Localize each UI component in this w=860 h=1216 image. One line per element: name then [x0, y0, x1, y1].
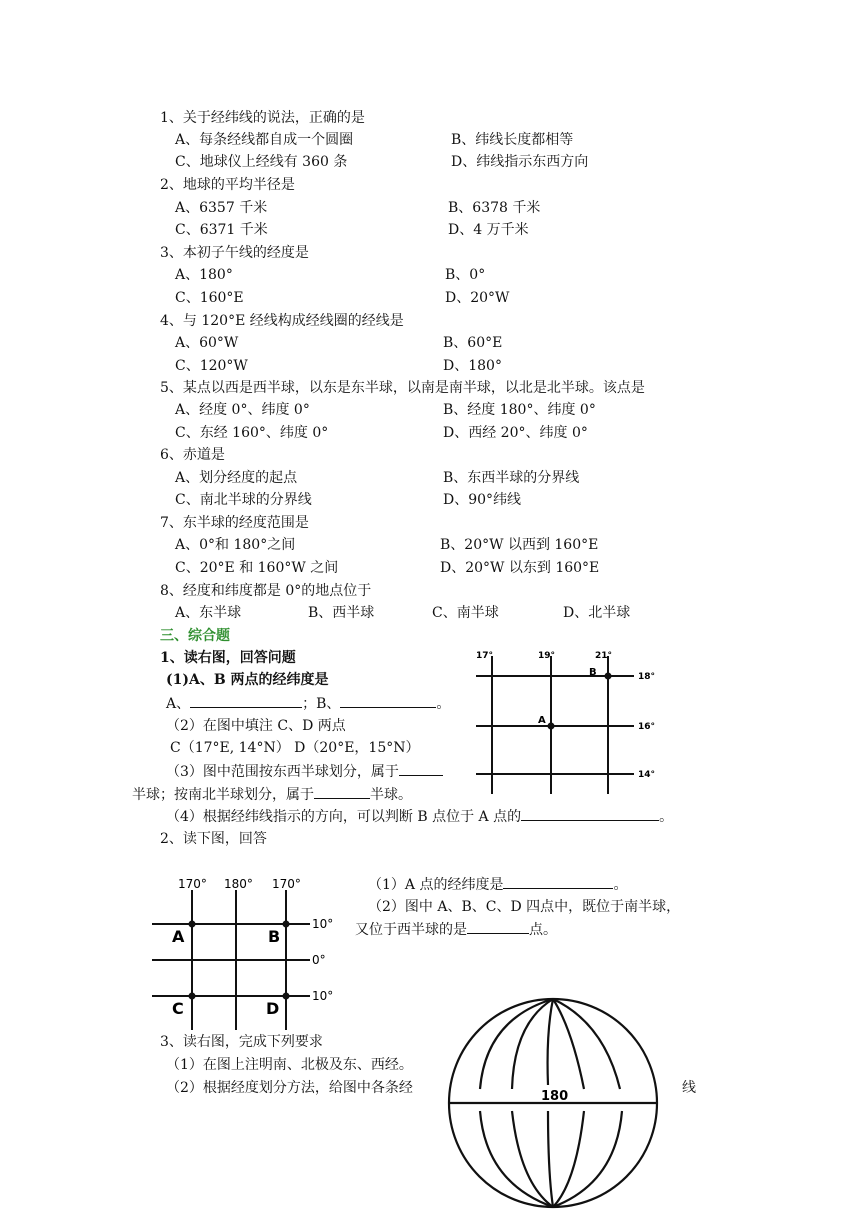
s3-q2-p1-line: [368, 874, 627, 895]
fig2-lat-label-2: 0°: [312, 953, 326, 967]
figure-1-graticule: [470, 646, 670, 796]
option-5c: C、东经 160°、纬度 0°: [175, 425, 329, 441]
fig2-point-a-label: A: [172, 927, 185, 946]
fig1-point-b-label: B: [589, 667, 597, 678]
fig2-lon-label-1: 170°: [178, 877, 207, 891]
figure-2-graticule: [150, 874, 350, 1034]
fig1-point-b: [605, 673, 612, 680]
s3-q2-p2-line2: [355, 919, 557, 940]
fig2-lat-label-3: 10°: [312, 989, 334, 1003]
s3-q1-p4: （4）根据经纬线指示的方向，可以判断 B 点位于 A 点的: [166, 809, 522, 825]
s3-q2-p1-end: 。: [613, 877, 628, 893]
option-7c: C、20°E 和 160°W 之间: [175, 560, 339, 576]
s3-q1-p3-c: 半球。: [370, 787, 412, 803]
fig2-point-a: [189, 921, 196, 928]
s3-q3-p2: （2）根据经度划分方法，给图中各条经: [166, 1080, 413, 1096]
s3-q1-p4-end: 。: [659, 809, 674, 825]
s3-q3-p1: （1）在图上注明南、北极及东、西经。: [166, 1057, 413, 1073]
s3-q3-p2-tail: 线: [682, 1080, 696, 1096]
s3-q1-p3-line1: [166, 761, 443, 782]
option-1b: B、纬线长度都相等: [451, 132, 574, 148]
s3-q1-p3-b: 半球；按南北半球划分，属于: [132, 787, 314, 803]
option-2b: B、6378 千米: [448, 200, 541, 216]
option-4a: A、60°W: [175, 335, 239, 351]
question-8: 8、经度和纬度都是 0°的地点位于: [160, 583, 372, 599]
s3-q1-p1-line: [166, 693, 450, 714]
option-8c: C、南半球: [432, 605, 499, 621]
fig2-point-b: [283, 921, 290, 928]
fig1-point-a-label: A: [538, 715, 546, 726]
fig2-lat-label-1: 10°: [312, 917, 334, 931]
answer-blank-point[interactable]: [467, 919, 529, 934]
option-3c: C、160°E: [175, 290, 244, 306]
question-2: 2、地球的平均半径是: [160, 177, 295, 193]
answer-blank-hemisphere-ew[interactable]: [399, 761, 443, 776]
s3-q2-p2-end: 点。: [529, 922, 557, 938]
option-6a: A、划分经度的起点: [175, 470, 298, 486]
fig2-point-c: [189, 993, 196, 1000]
question-4: 4、与 120°E 经线构成经线圈的经线是: [160, 313, 404, 329]
s3-q1-p1-a-label: A、: [166, 696, 191, 712]
s3-q1-p1-end: 。: [436, 696, 451, 712]
option-1d: D、纬线指示东西方向: [451, 154, 589, 170]
option-1a: A、每条经线都自成一个圆圈: [175, 132, 354, 148]
question-1: 1、关于经纬线的说法，正确的是: [160, 110, 365, 126]
fig2-lon-label-2: 180°: [224, 877, 253, 891]
option-6c: C、南北半球的分界线: [175, 492, 312, 508]
fig2-point-d: [283, 993, 290, 1000]
option-3d: D、20°W: [445, 290, 510, 306]
option-3a: A、180°: [175, 267, 233, 283]
fig2-point-d-label: D: [266, 999, 280, 1018]
fig3-center-label: 180: [541, 1089, 569, 1104]
fig1-point-a: [548, 723, 555, 730]
s3-q1-stem: 1、读右图，回答问题: [160, 650, 296, 666]
fig1-lat-label-2: 16°: [638, 722, 656, 732]
s3-q2-p2-b: 又位于西半球的是: [355, 922, 467, 938]
answer-blank-a-coords[interactable]: [503, 874, 613, 889]
option-1c: C、地球仪上经线有 360 条: [175, 154, 348, 170]
figure-3-globe: [440, 993, 670, 1216]
section-title: 三、综合题: [160, 628, 230, 644]
fig1-lon-label-3: 21°: [595, 651, 613, 661]
option-4c: C、120°W: [175, 358, 248, 374]
fig2-point-c-label: C: [172, 999, 184, 1018]
question-6: 6、赤道是: [160, 447, 225, 463]
option-7d: D、20°W 以东到 160°E: [440, 560, 600, 576]
s3-q1-p3-a: （3）图中范围按东西半球划分，属于: [166, 764, 399, 780]
option-5a: A、经度 0°、纬度 0°: [175, 402, 310, 418]
fig1-lat-label-1: 18°: [638, 672, 656, 682]
option-6b: B、东西半球的分界线: [443, 470, 580, 486]
question-3: 3、本初子午线的经度是: [160, 245, 309, 261]
answer-blank-b[interactable]: [340, 693, 436, 708]
s3-q3-stem: 3、读右图，完成下列要求: [160, 1034, 323, 1050]
s3-q1-p1: (1)A、B 两点的经纬度是: [166, 672, 329, 688]
option-8b: B、西半球: [308, 605, 375, 621]
question-7: 7、东半球的经度范围是: [160, 515, 309, 531]
question-5: 5、某点以西是西半球，以东是东半球，以南是南半球，以北是北半球。该点是: [160, 380, 645, 396]
s3-q2-p2-a: （2）图中 A、B、C、D 四点中，既位于南半球，: [368, 899, 681, 915]
s3-q2-p1: （1）A 点的经纬度是: [368, 877, 504, 893]
s3-q1-p2: （2）在图中填注 C、D 两点: [166, 718, 346, 734]
s3-q1-p2-cd: C（17°E, 14°N） D（20°E，15°N）: [170, 740, 420, 756]
option-4b: B、60°E: [443, 335, 503, 351]
option-4d: D、180°: [443, 358, 502, 374]
fig1-lon-label-2: 19°: [538, 651, 556, 661]
option-8a: A、东半球: [175, 605, 242, 621]
s3-q1-p4-line: [166, 806, 673, 827]
s3-q2-stem: 2、读下图，回答: [160, 831, 267, 847]
option-5d: D、西经 20°、纬度 0°: [443, 425, 588, 441]
option-7a: A、0°和 180°之间: [175, 537, 296, 553]
fig2-lon-label-3: 170°: [272, 877, 301, 891]
fig2-point-b-label: B: [268, 927, 281, 946]
answer-blank-a[interactable]: [190, 693, 302, 708]
option-6d: D、90°纬线: [443, 492, 522, 508]
fig1-lat-label-3: 14°: [638, 770, 656, 780]
answer-blank-hemisphere-ns[interactable]: [314, 784, 370, 799]
answer-blank-direction[interactable]: [521, 806, 659, 821]
s3-q1-p3-line2: [132, 784, 412, 805]
fig1-lon-label-1: 17°: [476, 651, 494, 661]
option-2c: C、6371 千米: [175, 222, 268, 238]
s3-q1-p1-sep: ；B、: [302, 696, 341, 712]
option-7b: B、20°W 以西到 160°E: [440, 537, 599, 553]
option-8d: D、北半球: [563, 605, 631, 621]
option-5b: B、经度 180°、纬度 0°: [443, 402, 596, 418]
option-3b: B、0°: [445, 267, 486, 283]
option-2d: D、4 万千米: [448, 222, 529, 238]
option-2a: A、6357 千米: [175, 200, 268, 216]
